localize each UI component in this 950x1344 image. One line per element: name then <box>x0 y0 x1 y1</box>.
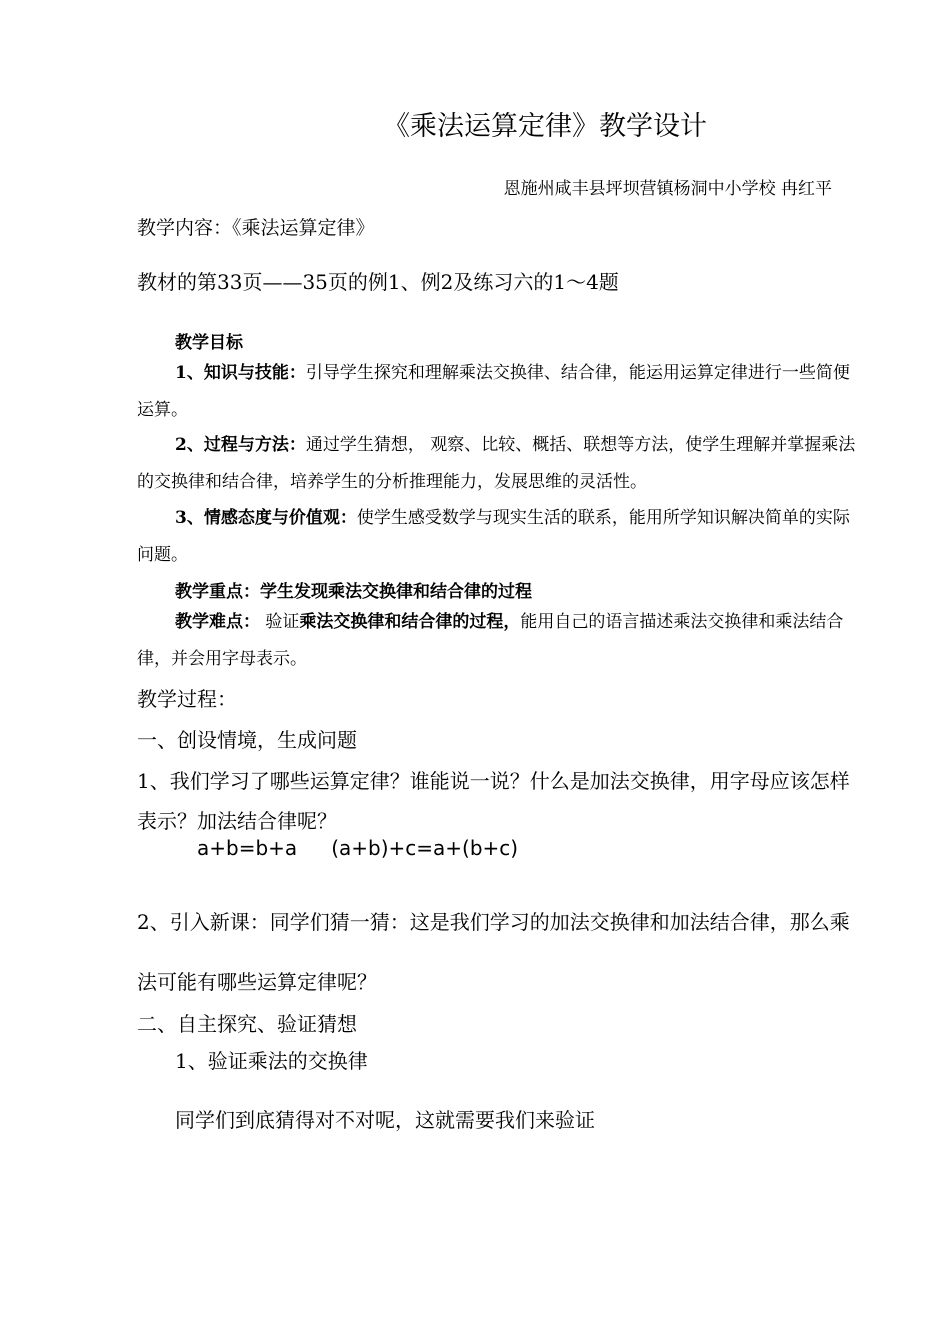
goals-heading: 教学目标 <box>175 333 243 353</box>
content-line: 教学内容：《乘法运算定律》 <box>137 217 375 239</box>
difficulty-bold: 乘法交换律和结合律的过程， <box>299 612 521 632</box>
goal-3-label: 3、情感态度与价值观： <box>175 508 357 528</box>
goal-2 <box>137 427 865 501</box>
difficulty <box>137 604 865 678</box>
goal-1-label: 1、知识与技能： <box>175 363 306 383</box>
process-heading: 教学过程： <box>137 687 237 711</box>
question-1: 1、我们学习了哪些运算定律？谁能说一说？什么是加法交换律，用字母应该怎样表示？加法结合律呢？ <box>137 769 850 833</box>
author-line: 恩施州咸丰县坪坝营镇杨洞中小学校 冉红平 <box>503 179 832 199</box>
part2-heading: 二、自主探究、验证猜想 <box>137 1012 357 1036</box>
difficulty-pre: 验证 <box>260 612 300 632</box>
goal-3-text: 使学生感受数学与现实生活的联系，能用所学知识解决简单的实际问题。 <box>137 508 850 565</box>
formula-associative: (a+b)+c=a+(b+c) <box>331 836 519 860</box>
document-title: 《乘法运算定律》教学设计 <box>383 111 707 142</box>
difficulty-label: 教学难点： <box>175 612 260 632</box>
formula-line <box>197 836 518 860</box>
goal-1 <box>137 355 865 429</box>
material-line: 教材的第33页——35页的例1、例2及练习六的1～4题 <box>137 270 619 294</box>
goal-3 <box>137 500 865 574</box>
difficulty-post: 能用自己的语言描述乘法交换律和乘法结合律，并会用字母表示。 <box>137 612 844 669</box>
part1-heading: 一、创设情境，生成问题 <box>137 728 357 752</box>
closing-line: 同学们到底猜得对不对呢，这就需要我们来验证 <box>175 1108 595 1132</box>
key-point: 教学重点：学生发现乘法交换律和结合律的过程 <box>175 582 532 602</box>
question-2: 2、引入新课：同学们猜一猜：这是我们学习的加法交换律和加法结合律，那么乘法可能有哪些运算定律呢？ <box>137 910 850 994</box>
goal-1-text: 引导学生探究和理解乘法交换律、结合律，能运用运算定律进行一些简便运算。 <box>137 363 850 420</box>
subsection-1: 1、验证乘法的交换律 <box>175 1049 368 1073</box>
formula-commutative: a+b=b+a <box>197 836 298 860</box>
goal-2-label: 2、过程与方法： <box>175 435 306 455</box>
goal-2-text: 通过学生猜想， 观察、比较、概括、联想等方法，使学生理解并掌握乘法的交换律和结合律，培养学生的分析推理能力，发展思维的灵活性。 <box>137 435 856 492</box>
